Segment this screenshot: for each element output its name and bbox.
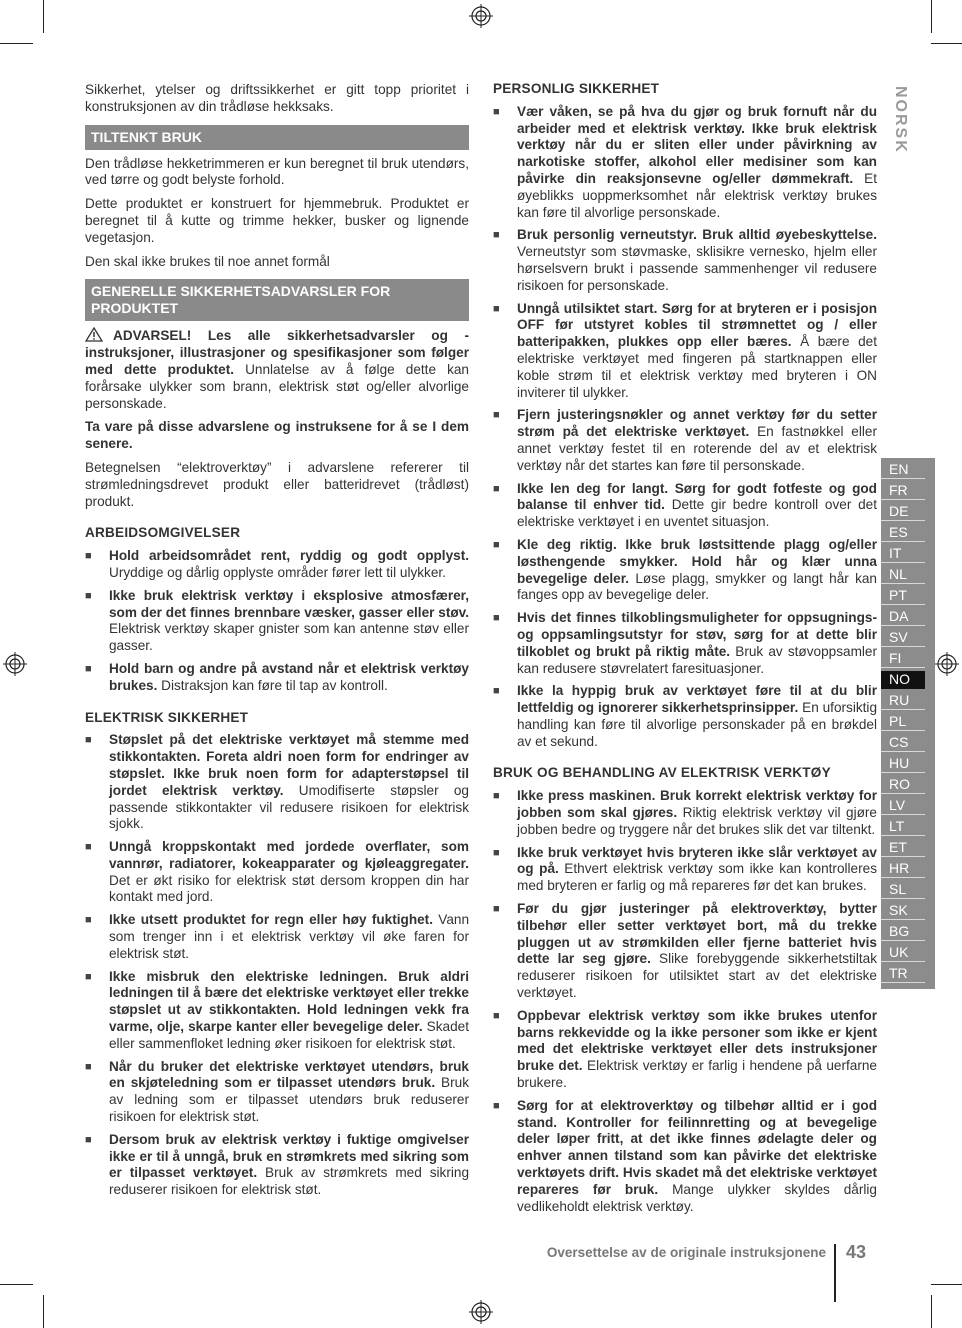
language-tab-no: NO (881, 671, 925, 689)
language-tab-tr: TR (881, 965, 925, 983)
page-number: 43 (846, 1242, 867, 1262)
list-item (493, 845, 877, 895)
list-item-text: Bruk av strømkrets med sikring reduserer risikoen for elektrisk støt. (109, 1165, 470, 1198)
list-item-bold-text: Ikke press maskinen. Bruk korrekt elektrisk verktøy for jobben som skal gjøres. (517, 788, 877, 821)
language-tab-hr: HR (881, 860, 925, 878)
language-side-label: NORSK (892, 86, 909, 154)
list-item (493, 407, 877, 474)
list-item-bold-text: Kle deg riktig. Ikke bruk løstsittende plagg og/eller løsthengende smykker. Hold hår og klær unna bevegelige deler. (517, 536, 877, 586)
warning-paragraph (85, 327, 469, 412)
list-item (493, 481, 877, 531)
language-tab-fi: FI (881, 650, 925, 668)
language-tab-lv: LV (881, 797, 925, 815)
term-definition-paragraph: Betegnelsen “elektroverktøy” i advarslene refererer til strømledningsdrevet produkt eller batteridrevet (trådløst) produkt. (85, 459, 469, 509)
list-item-text: Dette gir bedre kontroll over det elektriske verktøyet i en uventet situasjon. (517, 497, 877, 530)
crop-mark (931, 1284, 962, 1285)
warning-text: Unnlatelse av å følge dette kan forårsake ulykker som brann, elektrisk støt og/eller alvorlige personskade. (85, 361, 469, 411)
list-item (85, 588, 469, 655)
list-item-text: Løse plagg, smykker og langt hår kan fanges opp av bevegelige deler. (517, 570, 877, 603)
footer-text: Oversettelse av de originale instruksjonene (546, 1245, 826, 1260)
list-item-text: Slike forebyggende sikkerhetstiltak reduserer risikoen for utilsiktet start av det elektriske verktøyet. (517, 951, 877, 1001)
list-item-text: Uryddige og dårlig opplyste områder fører lett til ulykker. (109, 564, 446, 580)
list-item (493, 788, 877, 838)
list-item-bold-text: Oppbevar elektrisk verktøy som ikke brukes utenfor barns rekkevidde og la ikke personer som ikke er kjent med det elektriske verktøyet eller dets instruksjoner bruke det. (517, 1007, 877, 1074)
crop-mark (931, 0, 932, 33)
crop-mark (0, 1284, 33, 1285)
list-item-text: Skadet eller sammenfloket ledning øker risikoen for elektrisk støt. (109, 1019, 469, 1051)
list-item (493, 901, 877, 1002)
list-item-text: Vann som trenger inn i et elektrisk verktøy vil øke faren for elektrisk støt. (109, 912, 470, 961)
list-item-text: Å bære det elektriske verktøyet med fingeren på startknappen eller koble strøm til et elektrisk verktøy med bryteren i ON inviterer til ulykker. (517, 334, 877, 400)
language-tab-it: IT (881, 545, 925, 563)
subheading-electrical-safety: ELEKTRISK SIKKERHET (85, 709, 249, 725)
list-item-bold-text: Fjern justeringsnøkler og annet verktøy før du setter strøm på det elektriske verktøyet. (517, 407, 877, 440)
language-tab-et: ET (881, 839, 925, 857)
section-heading-intended-use: TILTENKT BRUK (85, 125, 469, 150)
list-item-text: Mange ulykker skyldes dårlig vedlikeholdt elektrisk verktøy. (517, 1181, 877, 1214)
language-tab-sk: SK (881, 902, 925, 920)
left-column (85, 82, 469, 1205)
list-item-text: En fastnøkkel eller annet verktøy festet til en roterende del av et elektrisk verktøy når det startes kan føre til personskade. (517, 424, 877, 473)
personal-safety-list (493, 104, 877, 751)
language-tab-sv: SV (881, 629, 925, 647)
tool-use-care-list (493, 788, 877, 1215)
intro-paragraph: Sikkerhet, ytelser og driftssikkerhet er gitt topp prioritet i konstruksjonen av din trådløse hekksaks. (85, 82, 469, 114)
list-item-bold-text: Hold barn og andre på avstand når et elektrisk verktøy brukes. (109, 660, 469, 693)
list-item-text: Riktig elektrisk verktøy vil gjøre jobben bedre og tryggere når det brukes slik det var tiltenkt. (517, 805, 877, 837)
registration-mark-icon (3, 652, 27, 676)
registration-mark-icon (469, 1300, 493, 1324)
list-item-text: Et øyeblikks uoppmerksomhet når elektrisk verktøy brukes kan føre til alvorlige personskade. (517, 170, 877, 220)
list-item-text: Distraksjon kan føre til tap av kontroll. (157, 677, 388, 693)
list-item-bold-text: Før du gjør justeringer på elektroverktøy, bytter tilbehør eller setter verktøyet bort, må du trekke pluggen ut av strømkilden eller fjerne batteriet hvis dette lar seg gjøre. (517, 901, 877, 967)
list-item-bold-text: Hold arbeidsområdet rent, ryddig og godt opplyst. (109, 548, 469, 564)
paragraph: Dette produktet er konstruert for hjemmebruk. Produktet er beregnet til å kutte og trimme hekker, busker og lignende vegetasjon. (85, 196, 469, 245)
keep-instructions-paragraph: Ta vare på disse advarslene og instruksene for å se I dem senere. (85, 419, 469, 452)
list-item-text: Umodifiserte støpsler og passende stikkontakter vil redusere risikoen for elektrisk sjokk. (109, 782, 469, 832)
paragraph: Den trådløse hekketrimmeren er kun beregnet til bruk utendørs, ved tørre og godt belyste forhold. (85, 155, 469, 188)
list-item-bold-text: Ikke bruk verktøyet hvis bryteren ikke slår verktøyet av og på. (517, 844, 877, 877)
crop-mark (0, 43, 33, 44)
right-column (493, 81, 877, 1221)
warning-triangle-icon (85, 327, 103, 342)
list-item-bold-text: Når du bruker det elektriske verktøyet utendørs, bruk en skjøteledning som er tilpasset utendørs bruk. (109, 1058, 469, 1091)
list-item-bold-text: Ikke misbruk den elektriske ledningen. Bruk aldri ledningen til å bære det elektriske verktøyet eller trekke støpslet ut av stikkontakten. Hold ledningen vekk fra varme, olje, skarpe kanter eller bevegelige deler. (109, 968, 469, 1035)
language-tab-bg: BG (881, 923, 925, 941)
language-tab-ru: RU (881, 692, 925, 710)
language-tab-uk: UK (881, 944, 925, 962)
list-item-bold-text: Unngå utilsiktet start. Sørg for at bryteren er i posisjon OFF før utstyret kobles til strømnettet og / eller batteripakken, plukkes opp eller bæres. (517, 300, 877, 350)
language-tab-nl: NL (881, 566, 925, 584)
list-item (85, 1059, 469, 1126)
language-tab-list (881, 458, 935, 989)
list-item-text: Bruk av støvoppsamler kan redusere støvrelatert faresituasjoner. (517, 643, 878, 676)
list-item-bold-text: Bruk personlig verneutstyr. Bruk alltid øyebeskyttelse. (517, 227, 877, 243)
footer-divider (834, 1244, 836, 1302)
language-tab-ro: RO (881, 776, 925, 794)
language-tab-hu: HU (881, 755, 925, 773)
list-item (493, 301, 877, 402)
list-item (493, 537, 877, 604)
language-tab-es: ES (881, 524, 925, 542)
list-item-bold-text: Hvis det finnes tilkoblingsmuligheter for oppsugnings- og oppsamlingsutstyr for støv, sørg for at dette blir tilkoblet og brukt på riktig måte. (517, 610, 877, 659)
list-item (493, 610, 877, 677)
list-item-text: Verneutstyr som støvmaske, sklisikre vernesko, hjelm eller hørselsvern brukt i passende sammenhenger vil redusere risikoen for personskade. (517, 244, 877, 293)
language-tab-lt: LT (881, 818, 925, 836)
list-item (85, 912, 469, 962)
language-tab-fr: FR (881, 482, 925, 500)
list-item (493, 683, 877, 750)
paragraph: Den skal ikke brukes til noe annet formål (85, 253, 330, 269)
language-tab-sl: SL (881, 881, 925, 899)
language-tab-da: DA (881, 608, 925, 626)
crop-mark (43, 0, 44, 33)
list-item-text: Elektrisk verktøy skaper gnister som kan antenne støv eller gasser. (109, 621, 469, 654)
registration-mark-icon (469, 4, 493, 28)
list-item (85, 661, 469, 695)
list-item-bold-text: Vær våken, se på hva du gjør og bruk fornuft når du arbeider med et elektrisk verktøy. Ikke bruk elektrisk verktøy når du er sliten eller under påvirkning av narkotiske stoffer, alkohol eller medisiner som kan påvirke din reaksjonsevne og/eller dømmekraft. (517, 103, 877, 186)
list-item (85, 839, 469, 906)
list-item (85, 1132, 469, 1199)
list-item-bold-text: Ikke utsett produktet for regn eller høy fuktighet. (109, 912, 433, 928)
language-tab-pt: PT (881, 587, 925, 605)
list-item-bold-text: Unngå kroppskontakt med jordede overflater, som vannrør, radiatorer, kokeapparater og kjøleaggregater. (109, 839, 469, 871)
list-item-text: En uforsiktig handling kan føre til alvorlige personskader på en brøkdel av et sekund. (517, 700, 878, 749)
list-item-bold-text: Ikke bruk elektrisk verktøy i eksplosive atmosfærer, som der det finnes brennbare væsker, gasser eller støv. (109, 587, 469, 620)
list-item (85, 969, 469, 1053)
list-item (493, 1008, 877, 1092)
list-item-text: Elektrisk verktøy er farlig i hendene på uerfarne brukere. (517, 1058, 877, 1091)
registration-mark-icon (935, 652, 959, 676)
list-item (493, 104, 877, 222)
list-item (493, 227, 877, 294)
crop-mark (43, 1295, 44, 1328)
section-heading-general-safety: GENERELLE SIKKERHETSADVARSLER FOR PRODUKTET (85, 279, 469, 321)
subheading-work-area: ARBEIDSOMGIVELSER (85, 525, 241, 541)
list-item-text: Bruk av ledning som er tilpasset utendørs bruk reduserer risikoen for elektrisk støt. (109, 1075, 469, 1125)
work-area-list (85, 548, 469, 694)
list-item (85, 732, 469, 833)
list-item-bold-text: Dersom bruk av elektrisk verktøy i fuktige omgivelser ikke er til å unngå, bruk en strømkrets med sikring som er tilpasset verktøyet. (109, 1131, 469, 1181)
language-tab-pl: PL (881, 713, 925, 731)
list-item-bold-text: Ikke la hyppig bruk av verktøyet føre til at du blir lettfeldig og ignorerer sikkerhetsprinsipper. (517, 683, 877, 716)
list-item-text: Ethvert elektrisk verktøy som ikke kan kontrolleres med bryteren er farlig og må repareres før det kan brukes. (517, 861, 877, 894)
crop-mark (931, 1295, 932, 1328)
language-tab-en: EN (881, 461, 925, 479)
list-item (85, 548, 469, 582)
list-item-text: Det er økt risiko for elektrisk støt dersom kroppen din har kontakt med jord. (109, 872, 469, 905)
language-tab-de: DE (881, 503, 925, 521)
list-item-bold-text: Ikke len deg for langt. Sørg for godt fotfeste og god balanse til enhver tid. (517, 480, 877, 513)
electrical-safety-list (85, 732, 469, 1199)
list-item-bold-text: Sørg for at elektroverktøy og tilbehør alltid er i god stand. Kontroller for feilinnretting og at bevegelige deler løper fritt, at det ikke finnes ødelagte deler og enhver annen tilstand som kan påvirke det elektriske verktøyets drift. Hvis skadet må det elektriske verktøyet repareres før bruk. (517, 1097, 877, 1197)
warning-bold-text: ADVARSEL! Les alle sikkerhetsadvarsler og -instruksjoner, illustrasjoner og spesifikasjoner som følger med dette produktet. (85, 328, 469, 377)
subheading-tool-use-care: BRUK OG BEHANDLING AV ELEKTRISK VERKTØY (493, 765, 831, 781)
list-item (493, 1098, 877, 1216)
list-item-bold-text: Støpslet på det elektriske verktøyet må stemme med stikkontakten. Foreta aldri noen form for endringer av støpslet. Ikke bruk noen form for adapterstøpsel til jordet elektrisk verktøy. (109, 732, 469, 798)
subheading-personal-safety: PERSONLIG SIKKERHET (493, 81, 660, 96)
language-tab-cs: CS (881, 734, 925, 752)
crop-mark (931, 43, 962, 44)
